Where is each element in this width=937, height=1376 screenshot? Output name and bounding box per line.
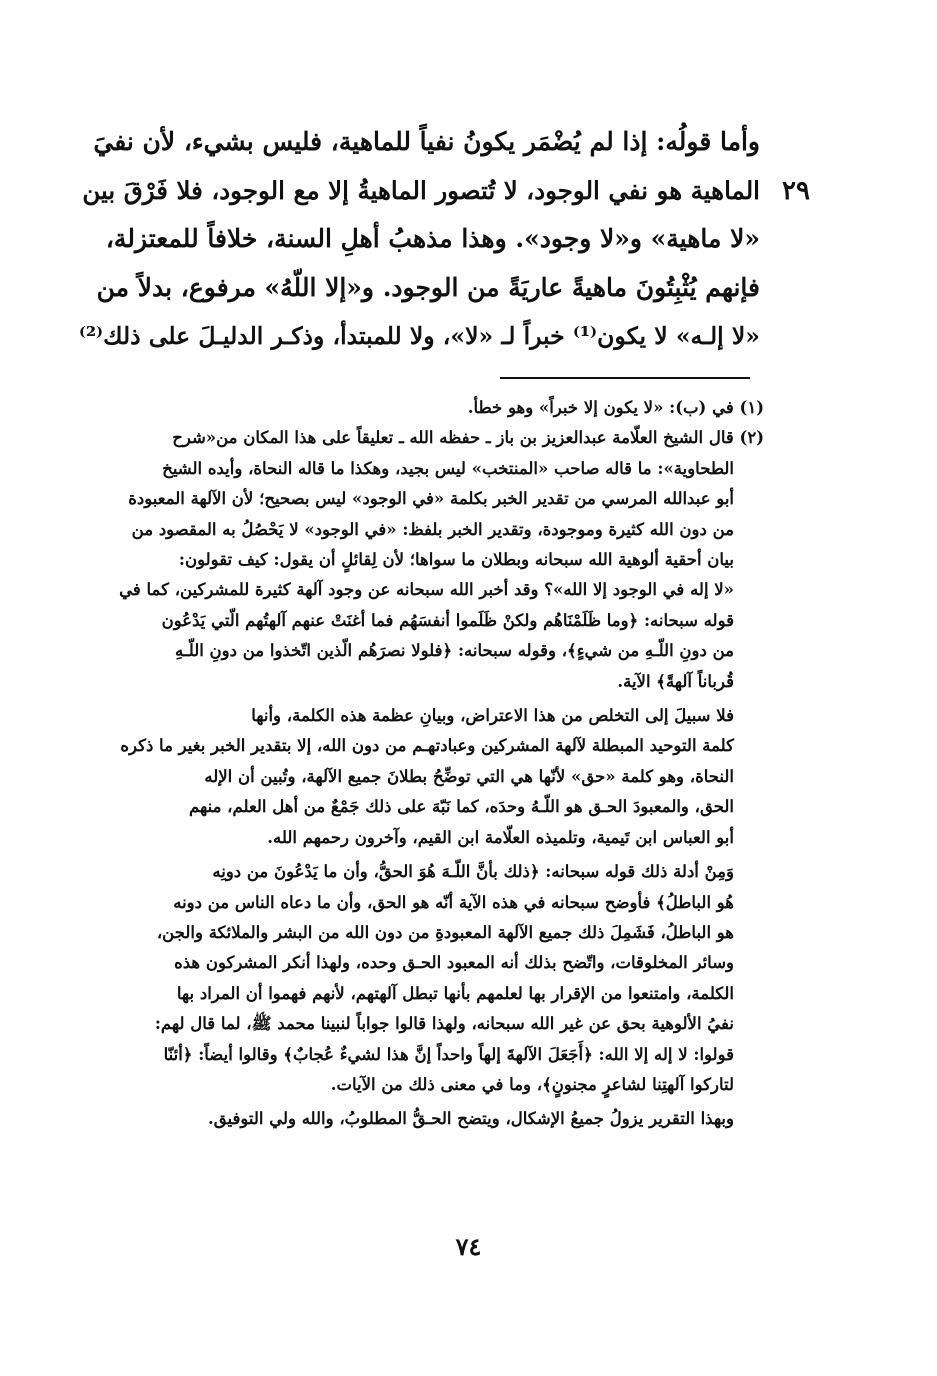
- footnote-line: أبو عبدالله المرسي من تقدير الخبر بكلمة «في الوجود» ليس بصحيح؛ لأن الآلهة المعبودة: [128, 489, 734, 509]
- footnote-line: الطحاوية»: ما قاله صاحب «المنتخب» ليس بجيد، وهكذا ما قاله النحاة، وأيده الشيخ: [162, 458, 734, 478]
- footnote-line: وبهذا التقرير يزولُ جميعُ الإشكال، ويتضح الحـقُّ المطلوبُ، والله ولي التوفيق.: [207, 1109, 734, 1129]
- footnote-line: قُرباناً آلهةً﴾ الآية.: [617, 671, 734, 691]
- main-text-line: «لا إلـه» لا يكون⁽¹⁾ خبراً لـ «لا»، ولا للمبتدأ، وذكـر الدليـلَ على ذلك⁽²⁾: [78, 322, 760, 350]
- main-text-line: فإنهم يُثْبِتُونَ ماهيةً عاريَةً من الوجود. و«إلا اللّهُ» مرفوع، بدلاً من: [96, 272, 760, 302]
- footnote-item: (١) في (ب): «لا يكون إلا خبراً» وهو خطأ.: [467, 398, 764, 417]
- footnote-line: أبو العباس ابن تَيمية، وتلميذه العلّامة ابن القيم، وآخرون رحمهم الله.: [267, 827, 734, 847]
- main-text-line: «لا ماهية» و«لا وجود». وهذا مذهبُ أهلِ السنة، خلافاً للمعتزلة،: [105, 224, 760, 253]
- footnote-item: (٢) قال الشيخ العلّامة عبدالعزيز بن باز ـ حفظه الله ـ تعليقاً على هذا المكان من«شرح: [172, 428, 764, 448]
- footnote-line: من دونِ اللّـهِ من شيءٍ﴾، وقوله سبحانه: ﴿فلولا نصرَهُم الّذين اتّخذوا من دونِ اللّـهِ: [175, 641, 734, 661]
- footnote-line: وسائر المخلوقات، واتّضح بذلك أنه المعبود الحـق وحده، ولهذا أنكر المشركون هذه: [174, 953, 734, 973]
- footnotes-block: [74, 393, 764, 1135]
- footnote-line: نفيُ الألوهية بحق عن غير الله سبحانه، ولهذا قالوا جواباً لنبينا محمد ﷺ، لما قال لهم:: [154, 1014, 734, 1034]
- footnote-line: قولوا: لا إله إلا الله: ﴿أَجَعَلَ الآلهةَ إلهاً واحداً إنَّ هذا لشيءٌ عُجابٌ﴾ وقالوا أيضاً: ﴿أئنّا: [163, 1044, 734, 1064]
- main-text-line: وأما قولُه: إذا لم يُضْمَر يكونُ نفياً للماهية، فليس بشيء، لأن نفيَ: [93, 127, 760, 156]
- main-text-line: الماهية هو نفي الوجود، لا تُتصور الماهيةُ إلا مع الوجود، فلا فَرْقَ بين: [82, 175, 760, 205]
- footnote-line: هو الباطلُ، فَشَمِلَ ذلك جميع الآلهة المعبودةِ من دون الله من البشر والملائكة والجن،: [156, 922, 734, 942]
- footnote-line: النحاة، وهو كلمة «حق» لأنّها هي التي توضِّحُ بطلانَ جميع الآلهة، وتُبين أن الإله: [204, 766, 734, 786]
- footnote-line: وَمِنْ أدلة ذلك قوله سبحانه: ﴿ذلك بأنَّ اللّـهَ هُوَ الحقُّ، وأن ما يَدْعُونَ من دونِه: [212, 862, 734, 882]
- footnote-line: فلا سبيلَ إلى التخلص من هذا الاعتراض، وبيانِ عظمة هذه الكلمة، وأنها: [251, 706, 734, 726]
- margin-line-number: ٢٩: [782, 176, 810, 206]
- footnote-line: كلمة التوحيد المبطلة لآلهة المشركين وعبادتهـم من دون الله، إلا بتقدير الخبر بغير ما ذكره: [120, 736, 734, 756]
- footnote-line: الكلمة، وامتنعوا من الإقرار بها لعلمهم بأنها تبطل آلهتهم، لأنهم فهموا أن المراد بها: [176, 983, 734, 1003]
- footnote-line: من دون الله كثيرة وموجودة، وتقدير الخبر بلفظ: «في الوجود» لا يَحْصُلُ به المقصود من: [131, 519, 734, 539]
- page-number: ٧٤: [455, 1232, 482, 1261]
- footnote-separator: [500, 377, 750, 379]
- footnote-line: بيان أحقية ألوهية الله سبحانه وبطلان ما سواها؛ لأن لِقائلٍ أن يقول: كيف تقولون:: [178, 550, 734, 570]
- footnote-line: «لا إله في الوجود إلا الله»؟ وقد أخبر الله سبحانه عن وجود آلهة كثيرة للمشركين، كما في: [119, 580, 734, 600]
- main-text-block: [70, 118, 760, 361]
- footnote-line: قوله سبحانه: ﴿وما ظَلَمْنَاهُم ولكنْ ظَلَموا أنفسَهُم فما أغنَتْ عنهم آلهتُهم الّتي يَدْعُون: [161, 610, 734, 630]
- footnote-line: هُو الباطلُ﴾ فأوضح سبحانه في هذه الآية أنّه هو الحق، وأن ما دعاه الناس من دونه: [173, 892, 734, 912]
- footnote-line: لتاركوا آلهتِنا لشاعرٍ مجنونٍ﴾، وما في معنى ذلك من الآيات.: [330, 1074, 734, 1094]
- footnote-line: الحق، والمعبودَ الحـق هو اللّـهُ وحدَه، كما نَبّهَ على ذلك جَمْعٌ من أهل العلم، منهم: [189, 797, 734, 817]
